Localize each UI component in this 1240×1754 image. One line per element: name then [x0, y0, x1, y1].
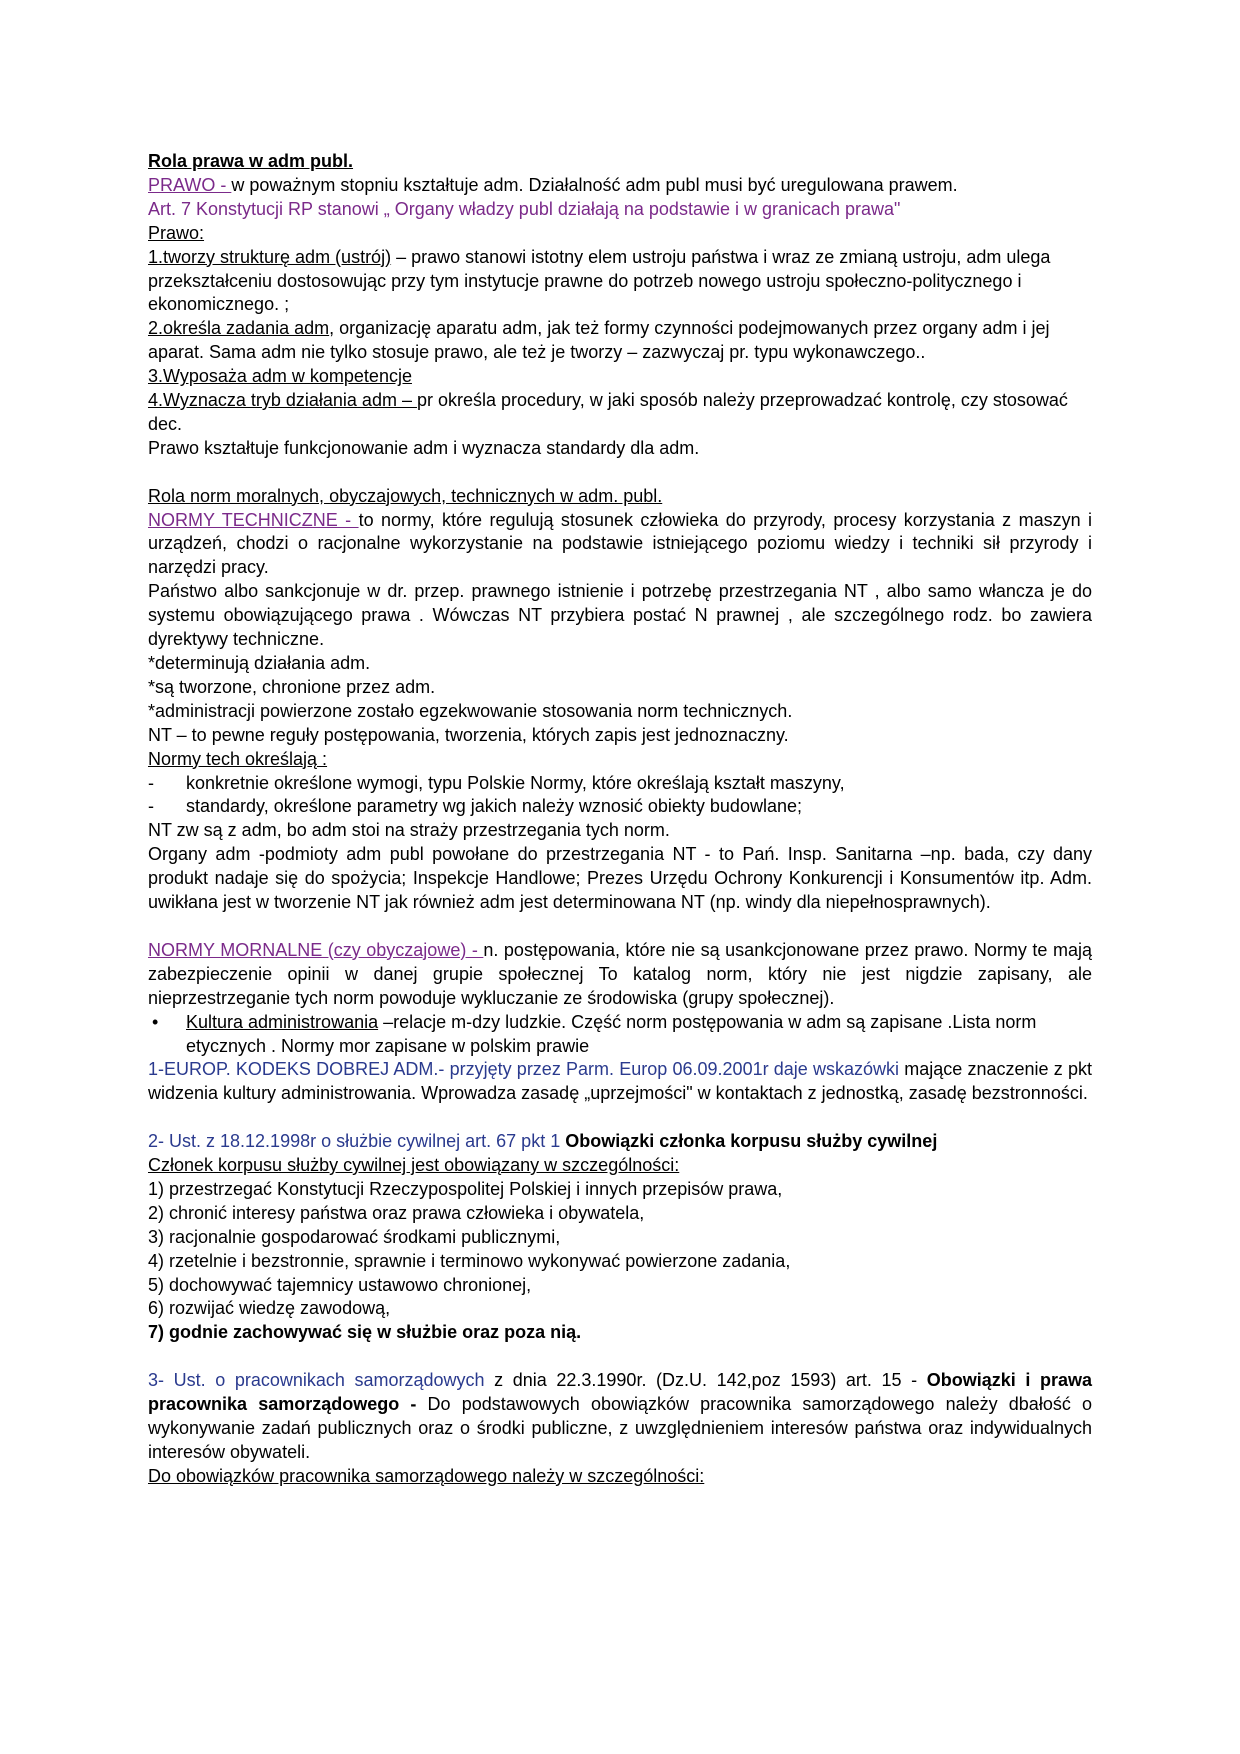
ustawa-sluzba-cywilna: [148, 1130, 1092, 1154]
prawo-point-4: [148, 389, 1092, 437]
spacer: [148, 461, 1092, 485]
obowiazek-item-1: 1) przestrzegać Konstytucji Rzeczypospolitej Polskiej i innych przepisów prawa,: [148, 1178, 783, 1199]
prawo-point-4-text: pr określa procedury, w jaki sposób należy przeprowadzać kontrolę, czy stosować dec.: [148, 390, 1068, 434]
normy-techniczne-text: to normy, które regulują stosunek człowieka do przyrody, procesy korzystania z maszyn i urządzeń, chodzi o racjonalne wykorzystanie na podstawie istniejącego poziomu wiedzy i techniki sił przyrody i narzędzi pracy.: [148, 509, 1093, 578]
dash-item-2: [148, 795, 1092, 819]
ustawa-samorzadowa-mid: z dnia 22.3.1990r. (Dz.U. 142,poz 1593) art. 15 -: [484, 1370, 927, 1391]
prawo-heading: Prawo:: [148, 222, 205, 243]
art7-quote: Art. 7 Konstytucji RP stanowi „ Organy władzy publ działają na podstawie i w granicach prawa": [148, 198, 901, 219]
star-line-1: *determinują działania adm.: [148, 653, 371, 674]
obowiazek-item-5: 5) dochowywać tajemnicy ustawowo chronionej,: [148, 1274, 532, 1295]
obowiazek-item-3: 3) racjonalnie gospodarować środkami publicznymi,: [148, 1226, 561, 1247]
organy-paragraph: Organy adm -podmioty adm publ powołane do przestrzegania NT - to Pań. Insp. Sanitarna –np. bada, czy dany produkt nadaje się do spożycia; Inspekcje Handlowe; Prezes Urzędu Ochrony Konkurencji i Konsumentów itp. Adm. uwikłana jest w tworzenie NT jak również adm jest determinowana NT (np. windy dla niepełnosprawnych).: [148, 844, 1092, 913]
star-line-3: *administracji powierzone zostało egzekwowanie stosowania norm technicznych.: [148, 700, 793, 721]
kodeks-label: 1-EUROP. KODEKS DOBREJ ADM.- przyjęty przez Parm. Europ 06.09.2001r daje wskazówki: [148, 1059, 900, 1080]
obowiazek-item-6: 6) rozwijać wiedzę zawodową,: [148, 1298, 391, 1319]
nt-definition: NT – to pewne reguły postępowania, tworzenia, których zapis jest jednoznaczny.: [148, 724, 789, 745]
ustawa-samorzadowa-label: 3- Ust. o pracownikach samorządowych: [148, 1370, 485, 1391]
dash-item-1: [148, 772, 1092, 796]
ustawa-sluzba-cywilna-bold: Obowiązki członka korpusu służby cywilnej: [560, 1131, 938, 1152]
kultura-label: Kultura administrowania: [186, 1011, 379, 1032]
dash-marker: -: [148, 796, 154, 817]
prawo-point-3: 3.Wyposaża adm w kompetencje: [148, 366, 412, 387]
kodeks-paragraph: [148, 1058, 1092, 1106]
nt-okreslaja-heading: Normy tech określają :: [148, 748, 328, 769]
prawo-point-1: [148, 246, 1092, 318]
prawo-point-2-label: 2.określa zadania adm: [148, 318, 330, 339]
normy-moralne-label: NORMY MORNALNE (czy obyczajowe) -: [148, 939, 484, 960]
prawo-label: PRAWO -: [148, 174, 232, 195]
prawo-point-2-text: , organizację aparatu adm, jak też formy czynności podejmowanych przez organy adm i jej aparat. Sama adm nie tylko stosuje prawo, ale też je tworzy – zazwyczaj pr. typu wykonawczego..: [148, 318, 1050, 363]
spacer: [148, 1345, 1092, 1369]
normy-techniczne-paragraph: [148, 509, 1092, 581]
dash-marker: -: [148, 772, 154, 793]
prawo-paragraph: [148, 174, 1092, 198]
prawo-point-2: [148, 317, 1092, 365]
nt-zw-line: NT zw są z adm, bo adm stoi na straży przestrzegania tych norm.: [148, 820, 670, 841]
kodeks-text: mające znaczenie z pkt widzenia kultury administrowania. Wprowadza zasadę „uprzejmości" w kontaktach z jednostką, zasadę bezstronności.: [148, 1059, 1092, 1104]
normy-techniczne-label: NORMY TECHNICZNE -: [148, 509, 359, 530]
spacer: [148, 915, 1092, 939]
section-title-rola-prawa: Rola prawa w adm publ.: [148, 151, 354, 171]
dash-item-1-text: konkretnie określone wymogi, typu Polskie Normy, które określają kształt maszyny,: [186, 772, 845, 793]
prawo-point-1-text: – prawo stanowi istotny elem ustroju państwa i wraz ze zmianą ustroju, adm ulega przekształceniu dostosowując przy tym instytucje prawne do potrzeb nowego ustroju społeczno-politycznego i ekonomicznego. ;: [148, 246, 1051, 315]
kultura-bullet-item: [148, 1011, 1092, 1059]
prawo-point-4-label: 4.Wyznacza tryb działania adm –: [148, 390, 417, 411]
star-line-2: *są tworzone, chronione przez adm.: [148, 676, 436, 697]
section-title-rola-norm: Rola norm moralnych, obyczajowych, technicznych w adm. publ.: [148, 485, 663, 506]
ustawa-samorzadowa-bold: Obowiązki i prawa pracownika samorządowego -: [148, 1370, 1092, 1415]
obowiazek-item-2: 2) chronić interesy państwa oraz prawa człowieka i obywatela,: [148, 1202, 645, 1223]
prawo-point-1-label: 1.tworzy strukturę adm (ustrój): [148, 246, 392, 267]
ustawa-sluzba-cywilna-label: 2- Ust. z 18.12.1998r o służbie cywilnej art. 67 pkt 1: [148, 1131, 561, 1152]
prawo-text: w poważnym stopniu kształtuje adm. Działalność adm publ musi być uregulowana prawem.: [231, 174, 958, 195]
kultura-text: –relacje m-dzy ludzkie. Część norm postępowania w adm są zapisane .Lista norm etycznych . Normy mor zapisane w polskim prawie: [186, 1011, 1037, 1056]
prawo-summary: Prawo kształtuje funkcjonowanie adm i wyznacza standardy dla adm.: [148, 437, 700, 458]
obowiazek-item-7: 7) godnie zachowywać się w służbie oraz poza nią.: [148, 1322, 582, 1343]
panstwo-paragraph: Państwo albo sankcjonuje w dr. przep. prawnego istnienie i potrzebę przestrzegania NT , albo samo włancza je do systemu obowiązującego prawa . Wówczas NT przybiera postać N prawnej , ale szczególnego rodz. bo zawiera dyrektywy techniczne.: [148, 581, 1092, 650]
spacer: [148, 1106, 1092, 1130]
document-page: [148, 150, 1092, 1489]
normy-moralne-paragraph: [148, 939, 1092, 1011]
czlonek-korpusu-heading: Członek korpusu służby cywilnej jest obowiązany w szczególności:: [148, 1155, 680, 1176]
obowiazek-item-4: 4) rzetelnie i bezstronnie, sprawnie i terminowo wykonywać powierzone zadania,: [148, 1250, 791, 1271]
obowiazki-pracownika-heading: Do obowiązków pracownika samorządowego należy w szczególności:: [148, 1465, 705, 1486]
dash-item-2-text: standardy, określone parametry wg jakich należy wznosić obiekty budowlane;: [186, 796, 802, 817]
ustawa-samorzadowa-paragraph: [148, 1369, 1092, 1465]
ustawa-samorzadowa-text: Do podstawowych obowiązków pracownika samorządowego należy dbałość o wykonywanie zadań publicznych oraz o środki publiczne, z uwzględnieniem interesów państwa oraz indywidualnych interesów obywateli.: [148, 1394, 1093, 1462]
normy-moralne-text: n. postępowania, które nie są usankcjonowane przez prawo. Normy te mają zabezpieczenie opinii w danej grupie społecznej To katalog norm, który nie jest nigdzie zapisany, ale nieprzestrzeganie tych norm powoduje wykluczanie ze środowiska (grupy społecznej).: [148, 939, 1092, 1008]
bullet-marker: •: [152, 1011, 159, 1032]
